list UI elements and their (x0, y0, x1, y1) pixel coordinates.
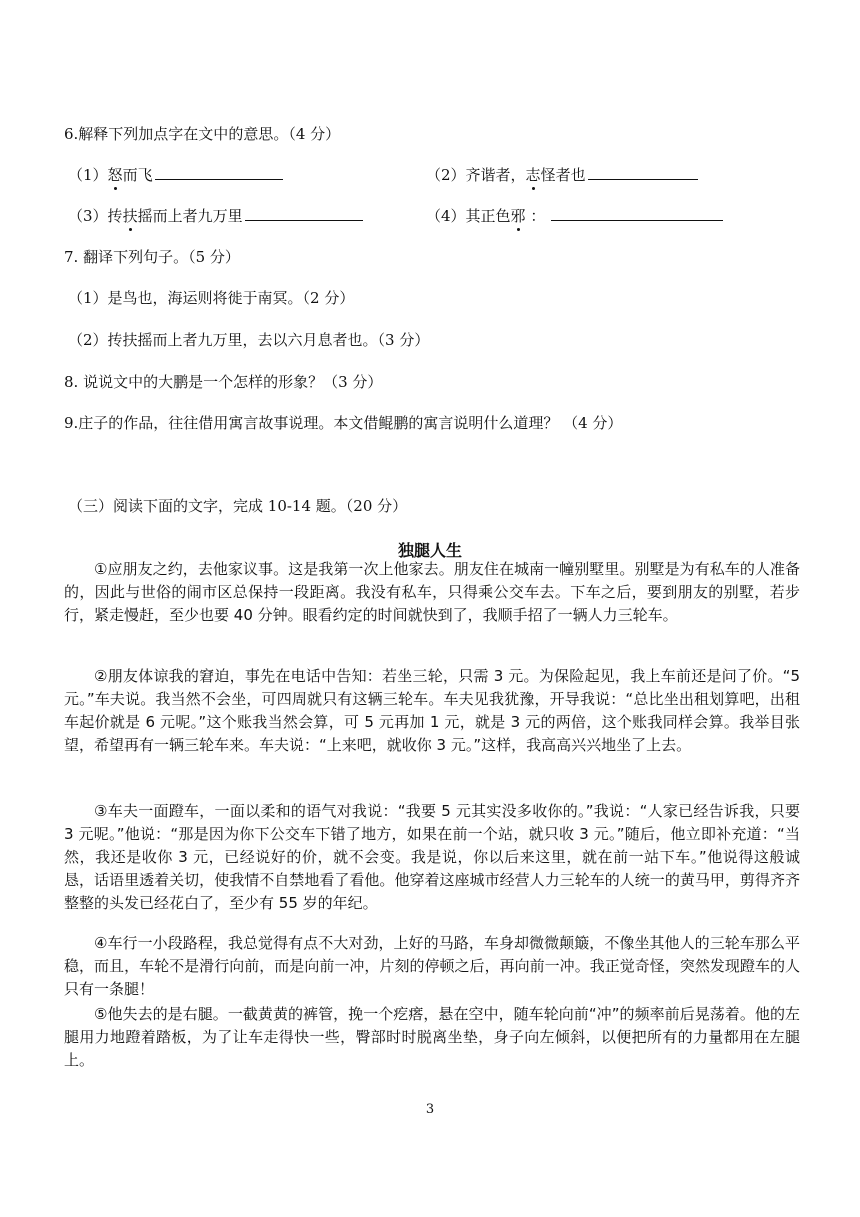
q7-sentence-1: （1）是鸟也，海运则将徙于南冥。（2 分） (68, 289, 355, 307)
page-number: 3 (425, 1102, 435, 1117)
question-6-title: 6.解释下列加点字在文中的意思。（4 分） (64, 125, 341, 143)
q7-sentence-2: （2）抟扶摇而上者九万里，去以六月息者也。（3 分） (68, 331, 430, 349)
q6-item-3-text: 摇而上者九万里 (137, 207, 243, 225)
q6-item-4-prefix: （4）其正色 (426, 207, 511, 225)
question-7-title: 7. 翻译下列句子。（5 分） (64, 248, 240, 266)
dotted-char: 扶 (122, 207, 138, 225)
q6-item-4 (426, 206, 723, 226)
dotted-char: 怒 (107, 166, 123, 184)
q6-item-2 (426, 165, 698, 185)
answer-blank[interactable] (155, 165, 283, 180)
paragraph-2: ②朋友体谅我的窘迫，事先在电话中告知：若坐三轮，只需 3 元。为保险起见，我上车前还是问了价。“5 元。”车夫说。我当然不会坐，可四周就只有这辆三轮车。车夫见我犹豫，开导我说：“总比坐出租划算吧，出租车起价就是 6 元呢。”这个账我当然会算，可 5 元再加 1 元，就是 3 元的两倍，这个账我同样会算。我举目张望，希望再有一辆三轮车来。车夫说：“上来吧，就收你 3 元。”这样，我高高兴兴地坐了上去。 (64, 667, 800, 754)
answer-blank[interactable] (551, 206, 723, 221)
q6-item-2-prefix: （2）齐谐者， (426, 166, 526, 184)
q6-item-1-text: 而飞 (122, 166, 153, 184)
q6-item-1-prefix: （1） (68, 166, 108, 184)
q6-item-2-text: 怪者也 (540, 166, 586, 184)
paragraph-4: ④车行一小段路程，我总觉得有点不大对劲，上好的马路，车身却微微颠簸，不像坐其他人的三轮车那么平稳，而且，车轮不是滑行向前，而是向前一冲，片刻的停顿之后，再向前一冲。我正觉奇怪，突然发现蹬车的人只有一条腿！ (64, 934, 800, 998)
q6-item-1 (68, 165, 283, 185)
q6-item-3-pre: 抟 (107, 207, 123, 225)
paragraph-3: ③车夫一面蹬车，一面以柔和的语气对我说：“我要 5 元其实没多收你的。”我说：“人家已经告诉我，只要 3 元呢。”他说：“那是因为你下公交车下错了地方，如果在前一个站，就只收 3 元。”随后，他立即补充道：“当然，我还是收你 3 元，已经说好的价，就不会变。我是说，你以后来这里，就在前一站下车。”他说得这般诚恳，话语里透着关切，使我情不自禁地看了看他。他穿着这座城市经营人力三轮车的人统一的黄马甲，剪得齐齐整整的头发已经花白了，至少有 55 岁的年纪。 (64, 802, 800, 912)
answer-blank[interactable] (245, 206, 363, 221)
paragraph-1: ①应朋友之约，去他家议事。这是我第一次上他家去。朋友住在城南一幢别墅里。别墅是为有私车的人准备的，因此与世俗的闹市区总保持一段距离。我没有私车，只得乘公交车去。下车之后，要到朋友的别墅，若步行，紧走慢赶，至少也要 40 分钟。眼看约定的时间就快到了，我顺手招了一辆人力三轮车。 (64, 560, 800, 624)
question-9: 9.庄子的作品，往往借用寓言故事说理。本文借鲲鹏的寓言说明什么道理？ （4 分） (64, 414, 623, 432)
question-8: 8. 说说文中的大鹏是一个怎样的形象？（3 分） (64, 373, 383, 391)
q6-item-3 (68, 206, 363, 226)
article-title: 独腿人生 (397, 541, 462, 560)
paragraph-5: ⑤他失去的是右腿。一截黄黄的裤管，挽一个疙瘩，悬在空中，随车轮向前“冲”的频率前后晃荡着。他的左腿用力地蹬着踏板，为了让车走得快一些，臀部时时脱离坐垫，身子向左倾斜，以便把所有的力量都用在左腿上。 (64, 1005, 800, 1069)
dotted-char: 邪 (510, 207, 526, 225)
answer-blank[interactable] (588, 165, 698, 180)
dotted-char: 志 (525, 166, 541, 184)
q6-item-4-text: ： (525, 207, 546, 225)
section-3-heading: （三）阅读下面的文字，完成 10-14 题。（20 分） (68, 497, 408, 515)
q6-item-3-prefix: （3） (68, 207, 108, 225)
